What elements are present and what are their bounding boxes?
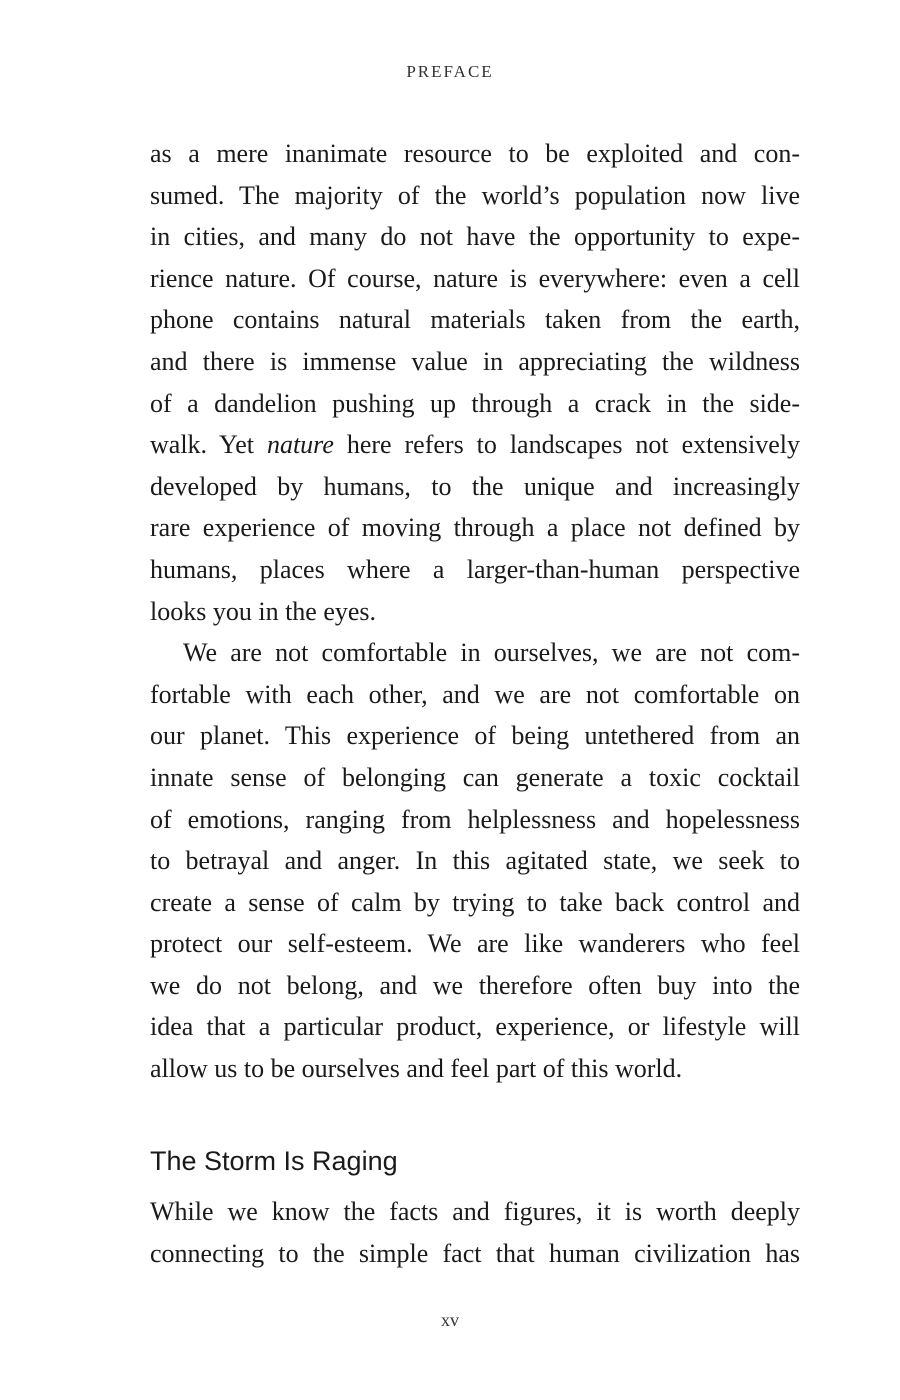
running-head: PREFACE: [406, 62, 494, 81]
text-line: While we know the facts and figures, it is worth deeply: [150, 1197, 800, 1226]
text-line: allow us to be ourselves and feel part of this world.: [150, 1054, 683, 1084]
text-run: walk. Yet: [150, 430, 267, 460]
text-line: and there is immense value in appreciating the wildness: [150, 346, 800, 376]
text-run: here refers to landscapes not extensively: [333, 430, 801, 460]
text-line: innate sense of belonging can generate a toxic cocktail: [150, 762, 800, 792]
text-line: to betrayal and anger. In this agitated state, we seek to: [150, 846, 800, 876]
text-line: idea that a particular product, experience, or lifestyle will: [150, 1012, 800, 1042]
text-line: create a sense of calm by trying to take back control and: [150, 887, 800, 917]
text-line: in cities, and many do not have the opportunity to expe-: [150, 222, 800, 252]
emphasis-nature: nature: [266, 430, 334, 460]
text-line: protect our self-esteem. We are like wanderers who feel: [150, 929, 800, 959]
text-line: of a dandelion pushing up through a crack in the side-: [150, 388, 800, 418]
main-text: [150, 133, 800, 1090]
text-line: humans, places where a larger-than-human perspective: [150, 554, 800, 584]
section-heading: The Storm Is Raging: [150, 1146, 398, 1176]
text-line-with-emphasis: [150, 424, 800, 466]
paragraph-3: [150, 1191, 800, 1274]
text-line: rare experience of moving through a place not defined by: [150, 513, 800, 543]
text-line: fortable with each other, and we are not comfortable on: [150, 679, 800, 709]
text-line: as a mere inanimate resource to be exploited and con-: [150, 139, 800, 168]
page-number: xv: [441, 1310, 459, 1330]
text-line: sumed. The majority of the world’s population now live: [150, 180, 800, 210]
text-line: looks you in the eyes.: [150, 596, 377, 626]
text-line: of emotions, ranging from helplessness and hopelessness: [150, 804, 800, 834]
text-line: our planet. This experience of being untethered from an: [150, 721, 800, 751]
section-text: [150, 1191, 800, 1274]
paragraph-1: [150, 133, 800, 632]
text-line: we do not belong, and we therefore often buy into the: [150, 970, 800, 1000]
text-line: We are not comfortable in ourselves, we are not com-: [183, 638, 800, 668]
paragraph-2: [150, 632, 800, 1090]
text-line: phone contains natural materials taken from the earth,: [150, 305, 800, 335]
text-line: developed by humans, to the unique and increasingly: [150, 471, 800, 501]
text-line: rience nature. Of course, nature is everywhere: even a cell: [150, 263, 800, 293]
text-line: connecting to the simple fact that human civilization has: [150, 1238, 800, 1268]
